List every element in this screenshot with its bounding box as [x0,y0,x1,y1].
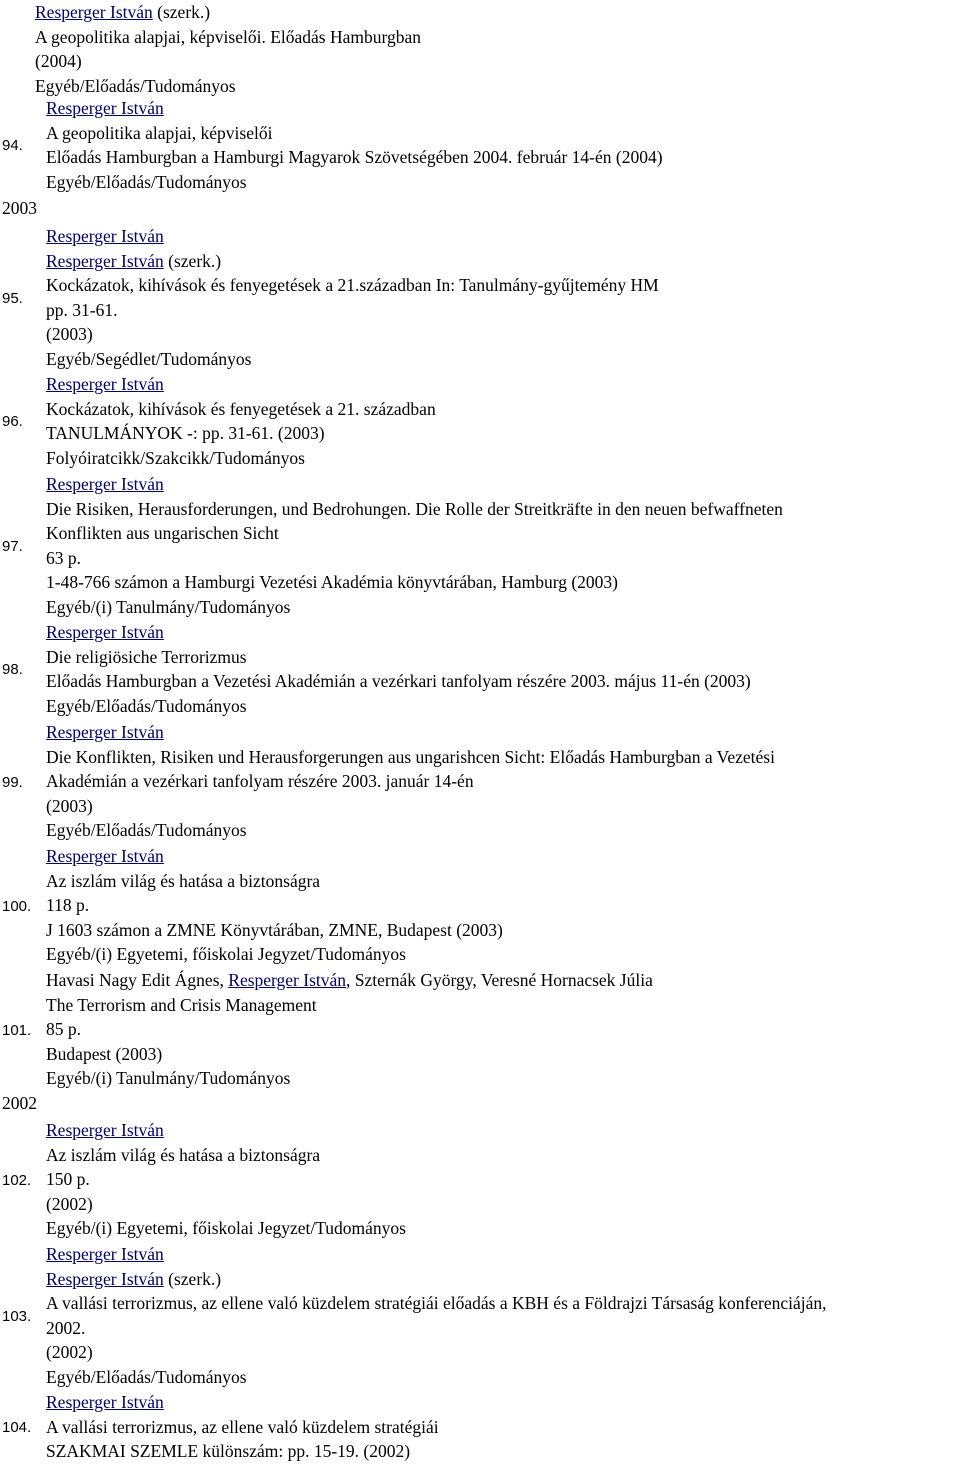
entry-line [46,273,960,298]
entry-number: 100. [2,897,32,915]
entry-line [35,25,960,50]
entry-text: Egyéb/(i) Tanulmány/Tudományos [46,596,291,617]
entry-line [46,968,960,993]
publication-entry [0,96,960,194]
author-link[interactable]: Resperger István [46,226,164,246]
entry-text: 2002. [46,1317,86,1338]
entry-line [46,1390,960,1415]
entry-content [46,720,960,843]
entry-text: SZAKMAI SZEMLE különszám: pp. 15-19. (2002) [46,1441,411,1462]
entry-text: Kockázatok, kihívások és fenyegetések a 21. században [46,398,436,419]
entry-line [46,1439,960,1464]
entry-line [46,794,960,819]
entry-text: Egyéb/Előadás/Tudományos [46,820,247,841]
entry-content [46,224,960,372]
entry-line [35,74,960,99]
entry-text: (2002) [46,1193,93,1214]
entry-text: 1-48-766 számon a Hamburgi Vezetési Akadémia könyvtárában, Hamburg (2003) [46,572,619,593]
author-link[interactable]: Resperger István [46,722,164,742]
entry-line [35,0,960,25]
entry-line [46,720,960,745]
entry-line [46,1143,960,1168]
publication-entry [0,1390,960,1464]
entry-content [46,620,960,718]
entry-content [46,968,960,1091]
entry-text: Die Konflikten, Risiken und Herausforgerungen aus ungarishcen Sicht: Előadás Hamburgban a Vezetési [46,746,775,767]
entry-text: A geopolitika alapjai, képviselői [46,122,273,143]
year-header: 2003 [2,198,37,218]
entry-text: A geopolitika alapjai, képviselői. Előadás Hamburgban [35,26,422,47]
entry-line [46,472,960,497]
entry-line [46,121,960,146]
entry-line [46,1017,960,1042]
entry-line [46,595,960,620]
entry-line [46,372,960,397]
entry-line [46,1415,960,1440]
entry-line [46,918,960,943]
entry-line [46,893,960,918]
entry-text: Egyéb/Előadás/Tudományos [35,75,236,96]
author-link[interactable]: Resperger István [35,2,153,22]
entry-text: Egyéb/(i) Egyetemi, főiskolai Jegyzet/Tudományos [46,944,406,965]
entry-text: pp. 31-61. [46,299,118,320]
entry-text: (2003) [46,324,93,345]
entry-line [46,818,960,843]
entry-line [46,1316,960,1341]
entry-line [46,421,960,446]
entry-line [46,669,960,694]
entry-line [46,497,960,522]
entry-line [46,1167,960,1192]
entry-line [46,446,960,471]
entry-content [46,844,960,967]
entry-content [46,96,960,194]
publication-entry [0,968,960,1091]
entry-line [46,694,960,719]
publication-entry [0,1242,960,1390]
entry-content [46,1390,960,1464]
author-link[interactable]: Resperger István [46,98,164,118]
publication-entry [0,1118,960,1241]
entry-line [46,869,960,894]
entry-text: 63 p. [46,547,81,568]
publication-entry [0,372,960,470]
entry-line [46,397,960,422]
entry-text: Egyéb/Előadás/Tudományos [46,695,247,716]
publication-entry [0,472,960,620]
entry-text: 150 p. [46,1169,90,1190]
entry-text: (2004) [35,51,82,72]
entry-line [46,1192,960,1217]
entry-number: 96. [2,413,23,431]
entry-text: (2003) [46,795,93,816]
year-header: 2002 [2,1093,37,1113]
entry-line [46,769,960,794]
entry-line [46,1066,960,1091]
entry-number: 95. [2,289,23,307]
entry-number: 94. [2,137,23,155]
entry-text: Egyéb/Előadás/Tudományos [46,1366,247,1387]
entry-line [46,170,960,195]
entry-number: 101. [2,1021,32,1039]
entry-text: Die religiösiche Terrorizmus [46,646,247,667]
entry-line [46,1216,960,1241]
entry-text: The Terrorism and Crisis Management [46,994,317,1015]
publication-entry [0,844,960,967]
entry-text: TANULMÁNYOK -: pp. 31-61. (2003) [46,423,325,444]
author-link[interactable]: Resperger István [46,622,164,642]
author-link[interactable]: Resperger István [46,250,164,271]
author-link[interactable]: Resperger István [46,1392,164,1412]
entry-line [46,322,960,347]
entry-text: Egyéb/Segédlet/Tudományos [46,348,252,369]
entry-line [46,347,960,372]
entry-text: Az iszlám világ és hatása a biztonságra [46,1144,321,1165]
entry-line [46,224,960,249]
entry-line [46,546,960,571]
entry-text: Folyóiratcikk/Szakcikk/Tudományos [46,447,305,468]
author-link[interactable]: Resperger István [46,374,164,394]
entry-text: 118 p. [46,895,90,916]
entry-line [46,298,960,323]
entry-line [46,620,960,645]
entry-content [46,1242,960,1390]
author-link[interactable]: Resperger István [46,1268,164,1289]
entry-line [46,942,960,967]
entry-text: Egyéb/Előadás/Tudományos [46,171,247,192]
entry-line [46,645,960,670]
entry-line [46,96,960,121]
entry-text: (szerk.) [163,1268,222,1289]
entry-text: Egyéb/(i) Tanulmány/Tudományos [46,1068,291,1089]
entry-text: J 1603 számon a ZMNE Könyvtárában, ZMNE, Budapest (2003) [46,919,503,940]
entry-line [46,1340,960,1365]
entry-text: Az iszlám világ és hatása a biztonságra [46,870,321,891]
publication-entry [0,620,960,718]
entry-line [46,844,960,869]
entry-text: (2002) [46,1342,93,1363]
entry-line [46,1042,960,1067]
entry-text: 85 p. [46,1019,81,1040]
entry-text: A vallási terrorizmus, az ellene való küzdelem stratégiái [46,1416,439,1437]
publication-entry [0,224,960,372]
entry-text: Budapest (2003) [46,1043,163,1064]
entry-number: 97. [2,537,23,555]
entry-content [46,1118,960,1241]
entry-line [46,249,960,274]
entry-text: A vallási terrorizmus, az ellene való küzdelem stratégiái előadás a KBH és a Földrajzi Társaság konferenciáján, [46,1293,827,1314]
entry-line [46,521,960,546]
entry-line [46,993,960,1018]
author-link[interactable]: Resperger István [46,474,164,494]
entry-number: 98. [2,661,23,679]
entry-number: 99. [2,773,23,791]
entry-text: Kockázatok, kihívások és fenyegetések a 21.században In: Tanulmány-gyűjtemény HM [46,275,659,296]
entry-text: Előadás Hamburgban a Hamburgi Magyarok Szövetségében 2004. február 14-én (2004) [46,147,663,168]
entry-line [46,570,960,595]
entry-line [46,145,960,170]
entry-text: Die Risiken, Herausforderungen, und Bedrohungen. Die Rolle der Streitkräfte in den neuen befwaffneten [46,498,783,519]
entry-line [46,1242,960,1267]
entry-content [46,372,960,470]
entry-line [46,1267,960,1292]
entry-line [35,49,960,74]
entry-text: Előadás Hamburgban a Vezetési Akadémián a vezérkari tanfolyam részére 2003. május 11-én (2003) [46,671,751,692]
author-link[interactable]: Resperger István [228,970,347,990]
entry-text: (szerk.) [152,2,211,22]
author-link[interactable]: Resperger István [46,846,164,866]
entry-text: Egyéb/(i) Egyetemi, főiskolai Jegyzet/Tudományos [46,1218,406,1239]
entry-text: (szerk.) [163,250,222,271]
entry-number: 104. [2,1418,32,1436]
entry-line [46,1118,960,1143]
entry-text: Akadémián a vezérkari tanfolyam részére 2003. január 14-én [46,771,474,792]
entry-text: Konflikten aus ungarischen Sicht [46,523,279,544]
entry-text: , Szternák György, Veresné Hornacsek Júlia [346,970,653,990]
entry-line [46,745,960,770]
entry-text: Havasi Nagy Edit Ágnes, [46,970,229,990]
author-link[interactable]: Resperger István [46,1120,164,1140]
entry-number: 102. [2,1171,32,1189]
entry-line [46,1291,960,1316]
author-link[interactable]: Resperger István [46,1244,164,1264]
entry-content [35,0,960,98]
entry-content [46,472,960,620]
entry-line [46,1365,960,1390]
publication-entry [0,720,960,843]
publication-entry [0,0,960,98]
entry-number: 103. [2,1307,32,1325]
